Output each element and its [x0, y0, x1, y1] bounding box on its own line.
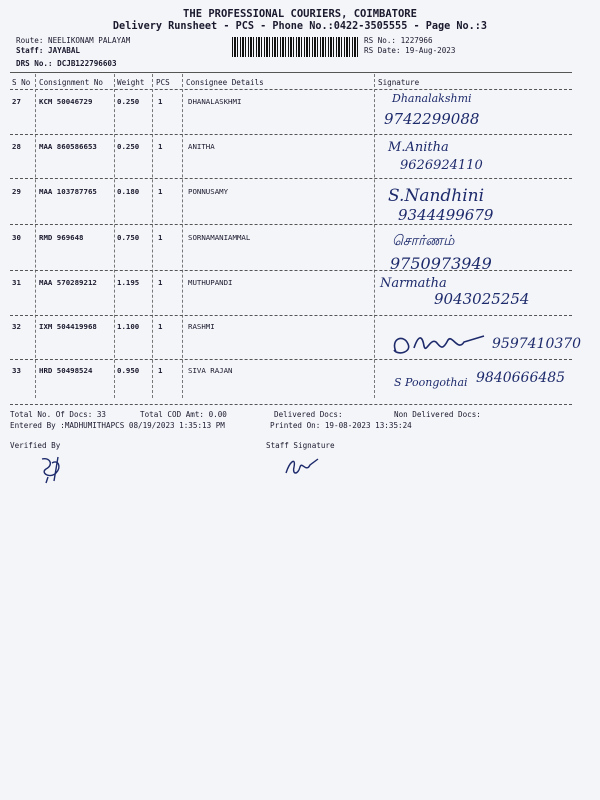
signature-phone: 9750973949: [390, 254, 492, 273]
col-weight: Weight: [117, 78, 145, 87]
col-pcs: PCS: [156, 78, 170, 87]
barcode: [232, 37, 358, 57]
rs-date: RS Date: 19-Aug-2023: [364, 46, 456, 55]
row-divider: [10, 315, 572, 316]
entered-by: Entered By :MADHUMITHAPCS 08/19/2023 1:35:13 PM: [10, 421, 225, 430]
row-sno: 27: [12, 97, 21, 106]
row-sno: 33: [12, 366, 21, 375]
row-weight: 1.100: [117, 322, 140, 331]
row-consignee: SIVA RAJAN: [188, 366, 233, 375]
scribbled-signature: [388, 330, 498, 360]
row-sno: 31: [12, 278, 21, 287]
signature-name: சொர்ணம்: [392, 233, 455, 249]
staff-signature: [282, 455, 322, 479]
col-divider: [114, 74, 115, 398]
header-rule: [10, 72, 572, 73]
row-divider: [10, 270, 572, 271]
row-consignment: RMD 969648: [39, 233, 84, 242]
signature-name: S Poongothai: [394, 376, 468, 389]
row-consignee: DHANALASKHMI: [188, 97, 242, 106]
row-consignment: KCM 50046729: [39, 97, 93, 106]
row-consignee: RASHMI: [188, 322, 215, 331]
total-docs: Total No. Of Docs: 33: [10, 410, 107, 419]
verified-by-label: Verified By: [10, 441, 61, 450]
col-divider: [152, 74, 153, 398]
delivered-docs: Delivered Docs:: [274, 410, 343, 419]
col-divider: [35, 74, 36, 398]
printed-on: Printed On: 19-08-2023 13:35:24: [270, 421, 412, 430]
row-sno: 30: [12, 233, 21, 242]
row-sno: 28: [12, 142, 21, 151]
signature-phone: 9742299088: [384, 110, 480, 128]
row-pcs: 1: [158, 233, 163, 242]
col-consignee: Consignee Details: [186, 78, 264, 87]
row-consignee: PONNUSAMY: [188, 187, 229, 196]
row-weight: 0.250: [117, 97, 140, 106]
row-consignee: ANITHA: [188, 142, 215, 151]
staff-label: Staff: JAYABAL: [16, 46, 81, 55]
col-consignment: Consignment No: [39, 78, 104, 87]
signature-phone: 9344499679: [398, 206, 494, 224]
table-bottom-rule: [10, 404, 572, 405]
signature-name: Narmatha: [380, 276, 447, 291]
row-pcs: 1: [158, 97, 163, 106]
row-weight: 0.250: [117, 142, 140, 151]
total-cod: Total COD Amt: 0.00: [140, 410, 227, 419]
row-weight: 0.750: [117, 233, 140, 242]
row-weight: 1.195: [117, 278, 140, 287]
row-divider: [10, 224, 572, 225]
row-sno: 29: [12, 187, 21, 196]
col-signature: Signature: [378, 78, 420, 87]
row-pcs: 1: [158, 187, 163, 196]
non-delivered-docs: Non Delivered Docs:: [394, 410, 481, 419]
rs-number: RS No.: 1227966: [364, 36, 433, 45]
row-weight: 0.950: [117, 366, 140, 375]
col-sno: S No: [12, 78, 31, 87]
row-sno: 32: [12, 322, 21, 331]
signature-name: Dhanalakshmi: [392, 92, 472, 105]
signature-phone: 9597410370: [492, 336, 582, 352]
row-consignment: MAA 570289212: [39, 278, 97, 287]
drs-number: DRS No.: DCJB122796603: [16, 59, 117, 68]
row-consignment: IXM 504419968: [39, 322, 97, 331]
row-consignment: HRD 50498524: [39, 366, 93, 375]
signature-phone: 9840666485: [476, 370, 566, 386]
row-divider: [10, 134, 572, 135]
row-divider: [10, 359, 572, 360]
row-consignee: SORNAMANIAMMAL: [188, 233, 251, 242]
runsheet-title: Delivery Runsheet - PCS - Phone No.:0422-3505555 - Page No.:3: [112, 21, 488, 32]
signature-phone: 9626924110: [400, 158, 483, 173]
verifier-signature: [36, 455, 76, 485]
company-title: THE PROFESSIONAL COURIERS, COIMBATORE: [183, 8, 417, 20]
row-pcs: 1: [158, 278, 163, 287]
col-divider: [374, 74, 375, 398]
row-consignee: MUTHUPANDI: [188, 278, 233, 287]
staff-signature-label: Staff Signature: [266, 441, 335, 450]
row-pcs: 1: [158, 142, 163, 151]
signature-name: M.Anitha: [388, 140, 449, 155]
column-header-rule: [10, 89, 572, 90]
row-pcs: 1: [158, 366, 163, 375]
signature-name: S.Nandhini: [388, 186, 485, 206]
row-pcs: 1: [158, 322, 163, 331]
row-consignment: MAA 103787765: [39, 187, 97, 196]
signature-phone: 9043025254: [434, 290, 530, 308]
row-divider: [10, 178, 572, 179]
row-weight: 0.180: [117, 187, 140, 196]
route-label: Route: NEELIKONAM PALAYAM: [16, 36, 131, 45]
row-consignment: MAA 860586653: [39, 142, 97, 151]
col-divider: [182, 74, 183, 398]
